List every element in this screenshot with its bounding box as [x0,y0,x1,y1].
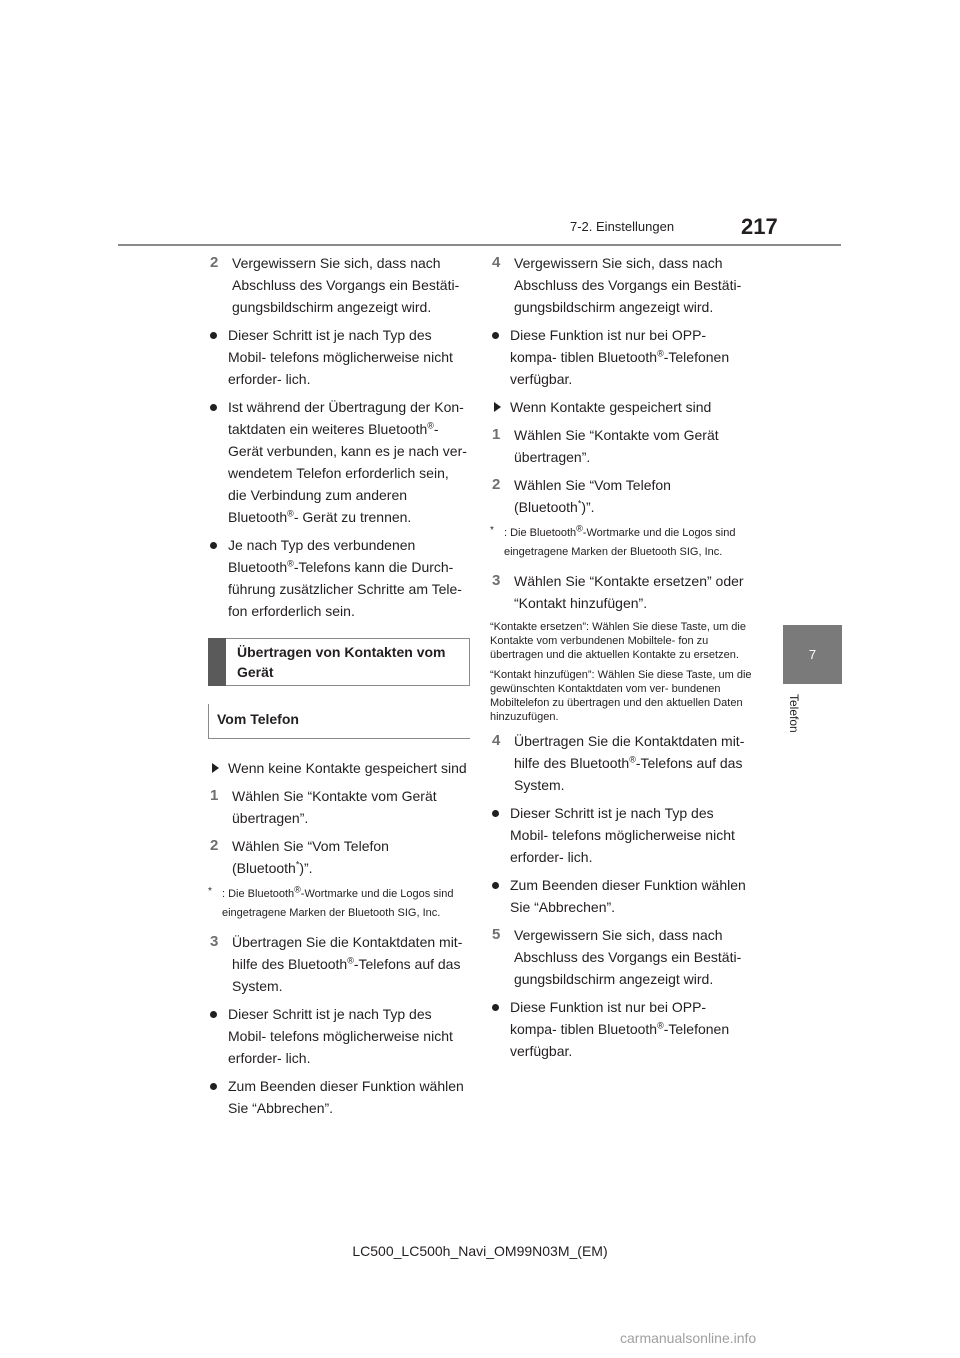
section-heading-box [208,638,470,686]
section-title: 7-2. Einstellungen [570,219,675,234]
bullet-text: Ist während der Übertragung der Kon- taktdaten ein weiteres Bluetooth [228,399,464,437]
chapter-number: 7 [808,647,817,662]
bullet-text: -Telefonen verfügbar. [510,1021,730,1059]
asterisk-mark: * [577,498,582,509]
step-item [490,252,752,318]
bullet-icon [492,810,499,817]
note-text: “Kontakte ersetzen”: Wählen Sie diese Taste, um die Kontakte vom verbundenen Mobiltele- fon zu übertragen und die aktuellen Kontakte zu ersetzen. [490,621,746,661]
condition-item [490,396,752,418]
bullet-text: Zum Beenden dieser Funktion wählen Sie “Abbrechen”. [510,877,746,915]
registered-mark: ® [427,420,434,431]
registered-mark: ® [657,348,664,359]
bullet-text: Dieser Schritt ist je nach Typ des Mobil- telefons möglicherweise nicht erforder- lich. [228,1006,453,1066]
bullet-item [490,802,752,868]
footnote [208,885,470,923]
step-text: )”. [581,499,595,515]
registered-mark: ® [287,558,294,569]
condition-text: Wenn keine Kontakte gespeichert sind [228,760,467,776]
footnote-text: -Wortmarke und die Logos sind eingetragene Marken der Bluetooth SIG, Inc. [222,888,454,919]
step-text: )”. [299,860,313,876]
bullet-item [208,1075,470,1119]
step-number: 2 [210,254,219,271]
step-number: 3 [492,572,501,589]
arrow-right-icon [494,402,501,412]
bullet-text: Diese Funktion ist nur bei OPP-kompa- tiblen Bluetooth [510,999,707,1037]
step-text: Wählen Sie “Kontakte vom Gerät übertragen”. [514,427,719,465]
step-item [208,252,470,318]
step-text: Vergewissern Sie sich, dass nach Abschluss des Vorgangs ein Bestäti- gungsbildschirm angezeigt wird. [514,255,742,315]
footnote-text: : Die Bluetooth [504,527,577,539]
bullet-text: Diese Funktion ist nur bei OPP-kompa- tiblen Bluetooth [510,327,707,365]
chapter-label: Telefon [787,694,801,733]
bullet-item [490,874,752,918]
bullet-text: - Gerät zu trennen. [293,509,412,525]
step-number: 2 [210,837,219,854]
bullet-item [208,324,470,390]
bullet-icon [492,882,499,889]
registered-mark: ® [287,508,294,519]
document-model-footer: LC500_LC500h_Navi_OM99N03M_(EM) [352,1243,608,1259]
step-text: Wählen Sie “Vom Telefon (Bluetooth [232,838,389,876]
condition-item [208,757,470,779]
bullet-icon [210,542,217,549]
bullet-item [490,324,752,390]
heading-bar [208,638,226,686]
bullet-text: -Telefonen verfügbar. [510,349,730,387]
step-text: Wählen Sie “Kontakte vom Gerät übertragen”. [232,788,437,826]
registered-mark: ® [576,523,583,534]
asterisk-mark: * [490,525,494,536]
step-text: -Telefons auf das System. [514,755,743,793]
bullet-icon [492,332,499,339]
bullet-icon [492,1004,499,1011]
bullet-text: Dieser Schritt ist je nach Typ des Mobil- telefons möglicherweise nicht erforder- lich. [228,327,453,387]
chapter-tab [783,625,842,684]
watermark: carmanualsonline.info [620,1330,757,1346]
bullet-icon [210,1011,217,1018]
step-number: 3 [210,933,219,950]
footnote-text: -Wortmarke und die Logos sind eingetragene Marken der Bluetooth SIG, Inc. [504,527,736,558]
step-item [208,931,470,997]
asterisk-mark: * [295,859,300,870]
step-text: Vergewissern Sie sich, dass nach Abschluss des Vorgangs ein Bestäti- gungsbildschirm angezeigt wird. [232,255,460,315]
step-item [490,730,752,796]
page-number: 217 [741,214,778,239]
bullet-icon [210,332,217,339]
arrow-right-icon [212,763,219,773]
step-number: 5 [492,926,501,943]
step-item [208,785,470,829]
bullet-item [208,1003,470,1069]
bullet-item [208,534,470,622]
step-number: 2 [492,476,501,493]
bullet-text: Je nach Typ des verbundenen Bluetooth [228,537,416,575]
step-text: Übertragen Sie die Kontaktdaten mit- hilfe des Bluetooth [514,733,745,771]
bullet-text: Dieser Schritt ist je nach Typ des Mobil- telefons möglicherweise nicht erforder- lich. [510,805,735,865]
registered-mark: ® [657,1020,664,1031]
step-text: -Telefons auf das System. [232,956,461,994]
step-number: 4 [492,254,501,271]
step-text: Übertragen Sie die Kontaktdaten mit- hilfe des Bluetooth [232,934,463,972]
footnote [490,524,752,562]
step-number: 1 [210,787,219,804]
step-item [490,474,752,518]
bullet-text: Zum Beenden dieser Funktion wählen Sie “Abbrechen”. [228,1078,464,1116]
condition-text: Wenn Kontakte gespeichert sind [510,399,712,415]
registered-mark: ® [347,955,354,966]
step-item [490,570,752,614]
step-text: Wählen Sie “Kontakte ersetzen” oder “Kontakt hinzufügen”. [514,573,744,611]
step-item [490,424,752,468]
bullet-text: - Gerät verbunden, kann es je nach ver- wendetem Telefon erforderlich sein, die Verbindung zum anderen Bluetooth [228,421,467,525]
step-text: Vergewissern Sie sich, dass nach Abschluss des Vorgangs ein Bestäti- gungsbildschirm angezeigt wird. [514,927,742,987]
step-number: 4 [492,732,501,749]
step-number: 1 [492,426,501,443]
registered-mark: ® [629,754,636,765]
right-column [490,252,752,1068]
step-item [208,835,470,879]
footnote-text: : Die Bluetooth [222,888,295,900]
step-text: Wählen Sie “Vom Telefon (Bluetooth [514,477,671,515]
bullet-icon [210,1083,217,1090]
left-column [208,252,470,1125]
step-item [490,924,752,990]
registered-mark: ® [294,884,301,895]
bullet-text: -Telefons kann die Durch- führung zusätzlicher Schritte am Tele- fon erforderlich sein. [228,559,462,619]
subsection-heading: Vom Telefon [208,704,470,739]
bullet-item [490,996,752,1062]
header-divider [118,244,841,246]
note-text: “Kontakt hinzufügen”: Wählen Sie diese Taste, um die gewünschten Kontaktdaten vom ver- bundenen Mobiltelefon zu übertragen und den aktuellen Daten hinzuzufügen. [490,669,752,723]
section-heading: Übertragen von Kontakten vom Gerät [237,644,446,680]
bullet-item [208,396,470,528]
bullet-icon [210,404,217,411]
asterisk-mark: * [208,886,212,897]
